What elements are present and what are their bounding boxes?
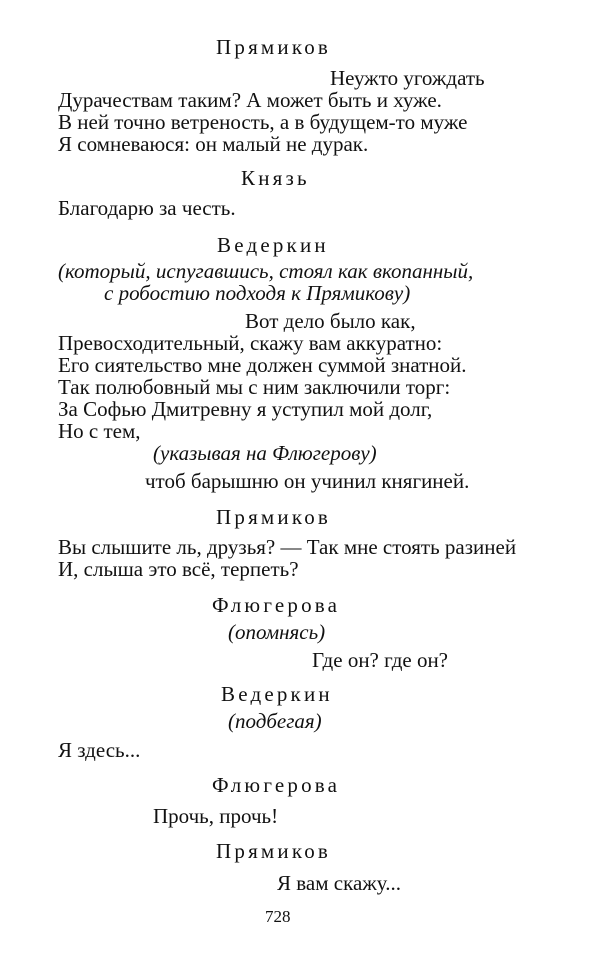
verse-line: И, слыша это всё, терпеть?	[58, 557, 299, 581]
verse-line: Превосходительный, скажу вам аккуратно:	[58, 331, 443, 355]
speaker-name: Ведеркин	[221, 682, 333, 706]
page-number: 728	[265, 907, 291, 926]
verse-line: Я здесь...	[58, 738, 141, 762]
verse-line: Прочь, прочь!	[153, 804, 279, 828]
speaker-name: Прямиков	[216, 35, 332, 59]
stage-direction: (подбегая)	[228, 709, 322, 733]
speaker-name: Прямиков	[216, 505, 332, 529]
verse-line: Вы слышите ль, друзья? — Так мне стоять разиней	[58, 535, 517, 559]
verse-line: Дурачествам таким? А может быть и хуже.	[58, 88, 442, 112]
stage-direction: (указывая на Флюгерову)	[153, 441, 377, 465]
verse-line: Благодарю за честь.	[58, 196, 236, 220]
speaker-name: Флюгерова	[212, 593, 341, 617]
verse-line: Вот дело было как,	[245, 309, 416, 333]
verse-line: В ней точно ветреность, а в будущем-то муже	[58, 110, 468, 134]
verse-line: Его сиятельство мне должен суммой знатной.	[58, 353, 467, 377]
verse-line: Так полюбовный мы с ним заключили торг:	[58, 375, 451, 399]
speaker-name: Князь	[241, 166, 310, 190]
speaker-name: Прямиков	[216, 839, 332, 863]
verse-line: Я вам скажу...	[277, 871, 401, 895]
verse-line: Я сомневаюся: он малый не дурак.	[58, 132, 369, 156]
verse-line: За Софью Дмитревну я уступил мой долг,	[58, 397, 433, 421]
verse-line: Неужто угождать	[330, 66, 485, 90]
stage-direction: (опомнясь)	[228, 620, 326, 644]
stage-direction: с робостию подходя к Прямикову)	[104, 281, 411, 305]
stage-direction: (который, испугавшись, стоял как вкопанный,	[58, 259, 474, 283]
verse-line: Где он? где он?	[312, 648, 449, 672]
speaker-name: Флюгерова	[212, 773, 341, 797]
speaker-name: Ведеркин	[217, 233, 329, 257]
verse-line: Но с тем,	[58, 419, 141, 443]
verse-line: чтоб барышню он учинил княгиней.	[145, 469, 470, 493]
